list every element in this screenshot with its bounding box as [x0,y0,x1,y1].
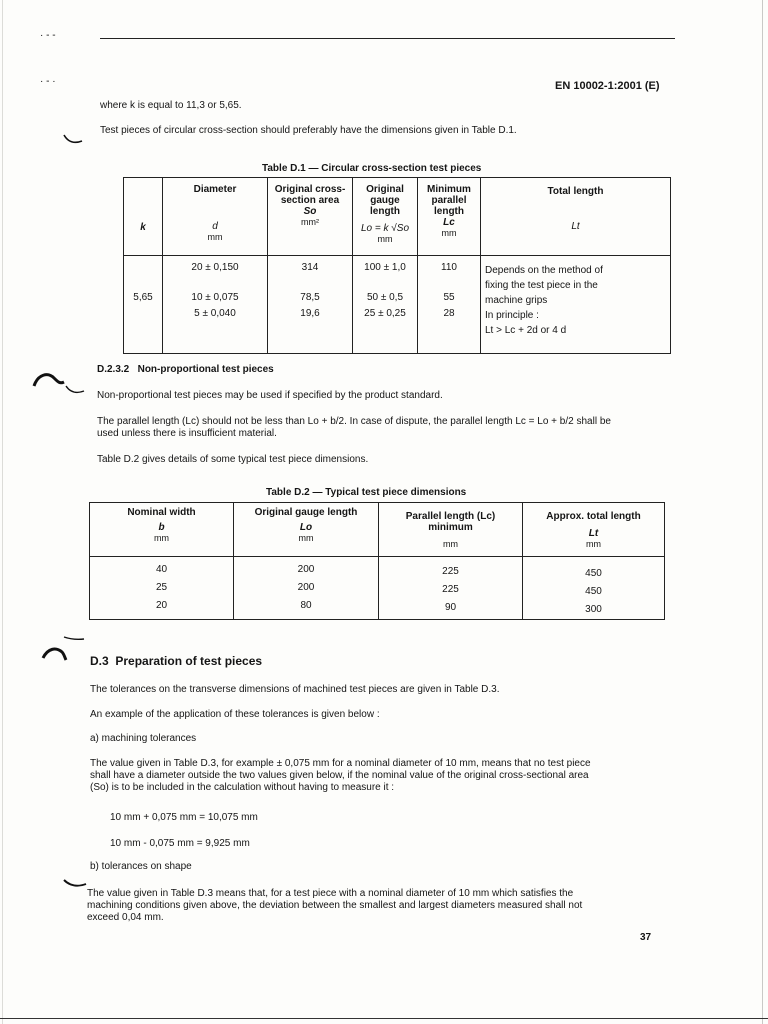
d3-paragraph-3-line-2: shall have a diameter outside the two values given below, if the nominal value of the original cross-sectional area [90,770,589,781]
table-d1-cell: 100 ± 1,0 [364,262,406,273]
d3-item-a: a) machining tolerances [90,733,197,744]
d232-paragraph-3: Table D.2 gives details of some typical test piece dimensions. [97,454,369,465]
table-d2-cell: 25 [155,582,168,593]
d232-paragraph-2-line-2: used unless there is insufficient material. [97,428,277,439]
table-d1-cell: 10 ± 0,075 [191,292,239,303]
d3-paragraph-1: The tolerances on the transverse dimensions of machined test pieces are given in Table D.3. [90,684,500,695]
table-d1-cell: 78,5 [300,292,320,303]
margin-dash-mark [62,634,86,644]
d3-paragraph-4-line-2: machining conditions given above, the deviation between the smallest and largest diameters measured shall not [87,900,583,911]
d3-item-b: b) tolerances on shape [90,861,192,872]
table-d2-cell: 200 [297,564,315,575]
table-d2-cell: 90 [444,602,457,613]
table-d2-cell: 225 [442,584,459,595]
d3-calc-plus: 10 mm + 0,075 mm = 10,075 mm [110,812,258,823]
margin-hook-mark [40,644,70,662]
table-d1-header-k: k [124,178,163,256]
table-d1-cell: 20 ± 0,150 [191,262,239,273]
table-d1-header-diameter: Diameter d mm [163,178,268,256]
table-d1 [123,177,671,354]
table-d1-cell: 55 [443,292,455,303]
table-d1-cell: 28 [443,308,455,319]
table-d1-header-gauge: Original gauge length Lo = k √So mm [353,178,418,256]
d3-calc-minus: 10 mm - 0,075 mm = 9,925 mm [110,838,250,849]
scan-bottom-edge [0,1018,768,1019]
page-number: 37 [640,932,652,943]
table-d2-cell: 40 [155,564,168,575]
table-d1-diameter-cell [163,256,268,354]
table-d2-col [90,557,234,620]
section-d3-heading: D.3 Preparation of test pieces [90,654,263,668]
table-d1-area-cell [268,256,353,354]
scan-mark-dots: · - - [40,30,56,41]
table-d1-header-total: Total length Lt [481,178,671,256]
table-d1-cell: 5 ± 0,040 [194,308,236,319]
table-d1-cell: 25 ± 0,25 [364,308,406,319]
table-d1-header-area: Original cross-section area So mm² [268,178,353,256]
table-d2 [89,502,665,620]
margin-check-mark [64,384,86,396]
intro-preferably: Test pieces of circular cross-section should preferably have the dimensions given in Table D.1. [100,125,517,136]
d232-paragraph-1: Non-proportional test pieces may be used if specified by the product standard. [97,390,443,401]
d3-paragraph-2: An example of the application of these tolerances is given below : [90,709,380,720]
margin-check-mark [62,876,88,890]
d3-paragraph-3-line-1: The value given in Table D.3, for example ± 0,075 mm for a nominal diameter of 10 mm, means that no test piece [90,758,591,769]
scan-edge-left [2,0,3,1024]
d3-paragraph-4-line-3: exceed 0,04 mm. [87,912,164,923]
table-d1-caption: Table D.1 — Circular cross-section test pieces [262,163,482,174]
document-id: EN 10002-1:2001 (E) [555,80,660,92]
table-d2-cell: 20 [155,600,168,611]
table-d2-col [523,557,665,620]
d232-paragraph-2-line-1: The parallel length (Lc) should not be less than Lo + b/2. In case of dispute, the parallel length Lc = Lo + b/2 shall be [97,416,611,427]
section-d232-heading: D.2.3.2 Non-proportional test pieces [97,364,274,375]
table-d1-cell: 19,6 [300,308,320,319]
table-d2-header: Parallel length (Lc) minimum mm [379,503,523,557]
table-d2-cell: 200 [297,582,315,593]
d3-paragraph-4-line-1: The value given in Table D.3 means that, for a test piece with a nominal diameter of 10 mm which satisfies the [87,888,574,899]
table-d1-cell: 314 [301,262,319,273]
table-d1-parallel-cell [418,256,481,354]
table-d2-col [234,557,379,620]
table-d2-header: Original gauge length Lo mm [234,503,379,557]
intro-where-k: where k is equal to 11,3 or 5,65. [100,100,242,111]
table-d1-cell: 110 [441,262,457,273]
table-d2-header: Approx. total length Lt mm [523,503,665,557]
table-d1-cell: 50 ± 0,5 [366,292,404,303]
table-d2-cell: 225 [442,566,459,577]
table-d1-header-parallel: Minimum parallel length Lc mm [418,178,481,256]
table-d2-cell: 80 [300,600,312,611]
margin-check-mark [62,132,84,146]
d3-paragraph-3-line-3: (So) is to be included in the calculation without having to measure it : [90,782,395,793]
table-d2-cell: 300 [585,604,602,615]
header-rule [100,38,675,39]
table-d2-cell: 450 [585,586,602,597]
table-d2-header: Nominal width b mm [90,503,234,557]
table-d1-total-cell: Depends on the method of fixing the test piece in the machine grips In principle : Lt > Lc + 2d or 4 d [481,256,671,354]
table-d2-cell: 450 [585,568,602,579]
scan-mark-dots: · - · [40,76,56,87]
table-d1-k-cell: 5,65 [124,256,163,354]
table-d2-col [379,557,523,620]
table-d1-gauge-cell [353,256,418,354]
scan-edge-right [762,0,763,1024]
table-d2-caption: Table D.2 — Typical test piece dimensions [266,487,467,498]
